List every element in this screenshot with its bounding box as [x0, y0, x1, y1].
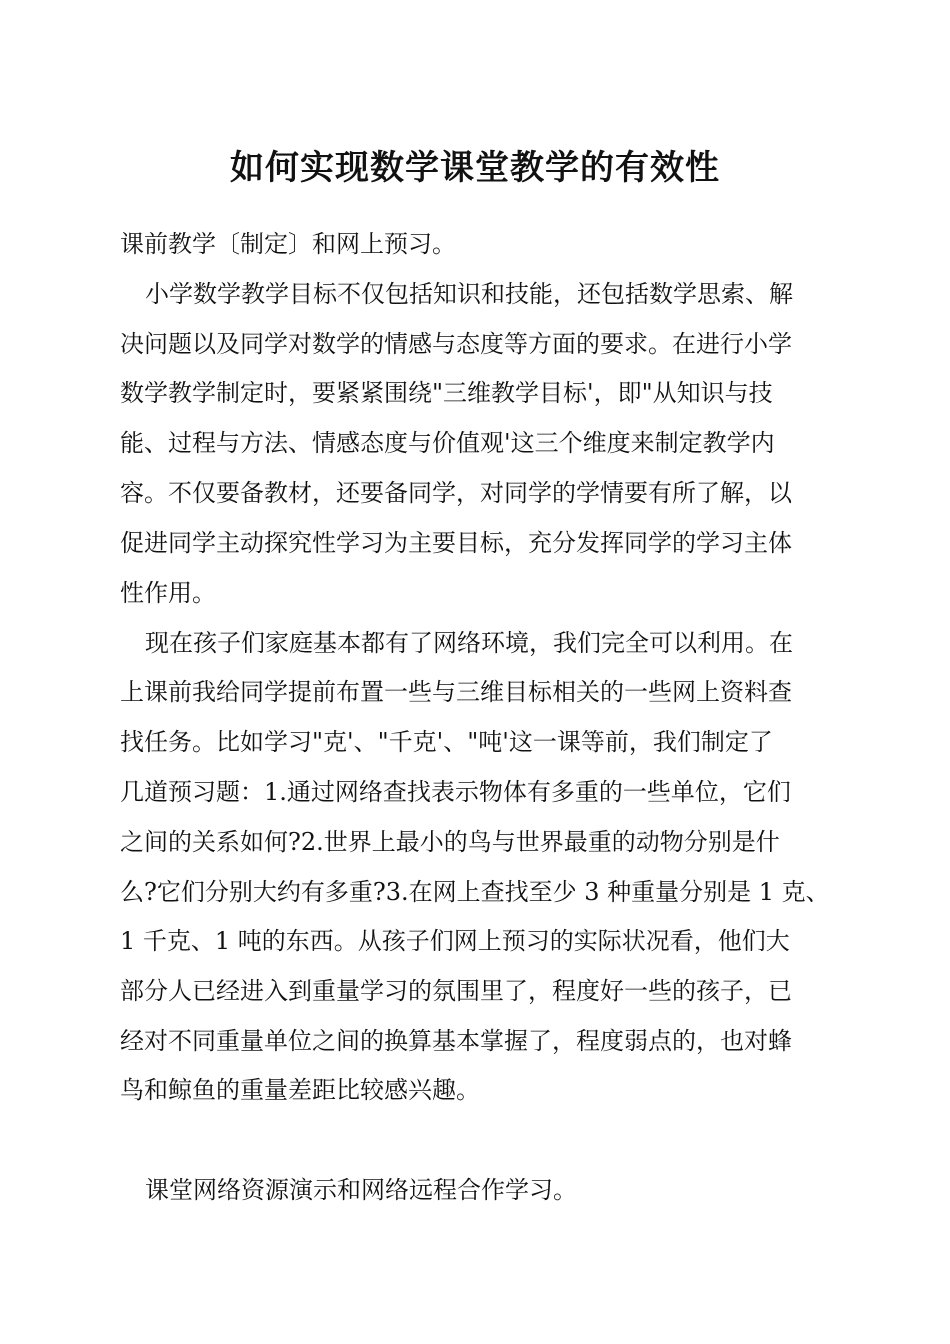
paragraph-line: 现在孩子们家庭基本都有了网络环境，我们完全可以利用。在	[145, 629, 793, 657]
paragraph-line: 能、过程与方法、情感态度与价值观'这三个维度来制定教学内	[120, 429, 775, 457]
paragraph-line: 之间的关系如何?2.世界上最小的鸟与世界最重的动物分别是什	[120, 828, 780, 856]
paragraph-line: 1 千克、1 吨的东西。从孩子们网上预习的实际状况看，他们大	[120, 927, 790, 955]
paragraph-line: 鸟和鲸鱼的重量差距比较感兴趣。	[120, 1076, 480, 1104]
paragraph-line: 找任务。比如学习"克'、"千克'、"吨'这一课等前，我们制定了	[120, 728, 773, 756]
paragraph-line: 决问题以及同学对数学的情感与态度等方面的要求。在进行小学	[120, 330, 792, 358]
paragraph-line: 部分人已经进入到重量学习的氛围里了，程度好一些的孩子，已	[120, 977, 792, 1005]
paragraph-line: 容。不仅要备教材，还要备同学，对同学的学情要有所了解，以	[120, 479, 792, 507]
section-heading-classroom: 课堂网络资源演示和网络远程合作学习。	[145, 1176, 577, 1204]
paragraph-line: 几道预习题：1.通过网络查找表示物体有多重的一些单位，它们	[120, 778, 791, 806]
paragraph-line: 性作用。	[120, 579, 216, 607]
section-heading-preview: 课前教学〔制定〕和网上预习。	[120, 230, 456, 258]
paragraph-line: 上课前我给同学提前布置一些与三维目标相关的一些网上资料查	[120, 678, 792, 706]
document-title: 如何实现数学课堂教学的有效性	[230, 148, 720, 188]
paragraph-line: 促进同学主动探究性学习为主要目标，充分发挥同学的学习主体	[120, 529, 792, 557]
paragraph-line: 小学数学教学目标不仅包括知识和技能，还包括数学思索、解	[145, 280, 793, 308]
paragraph-line: 数学教学制定时，要紧紧围绕"三维教学目标'，即"从知识与技	[120, 379, 773, 407]
paragraph-line: 经对不同重量单位之间的换算基本掌握了，程度弱点的，也对蜂	[120, 1027, 792, 1055]
paragraph-line: 么?它们分别大约有多重?3.在网上查找至少 3 种重量分别是 1 克、	[120, 878, 830, 906]
